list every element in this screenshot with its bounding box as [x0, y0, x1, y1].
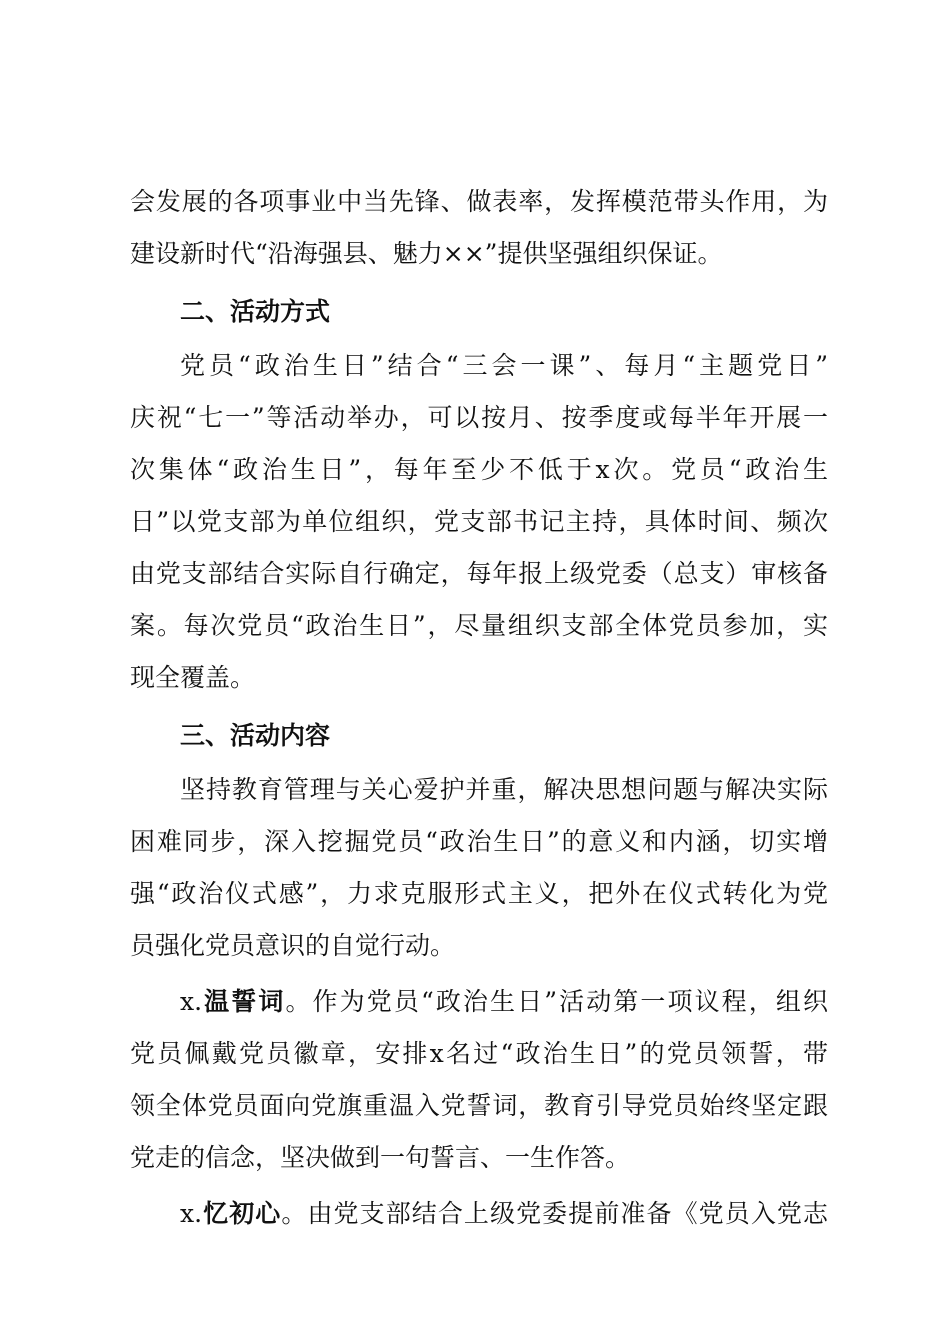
text-line: 次集体“政治生日”，每年至少不低于x次。党员“政治生 — [130, 455, 828, 484]
text-line: 党走的信念，坚决做到一句誓言、一生作答。 — [130, 1143, 631, 1172]
text-line: 坚持教育管理与关心爱护并重，解决思想问题与解决实际 — [180, 775, 828, 804]
intro-paragraph — [130, 176, 828, 280]
text-line: 由党支部结合实际自行确定，每年报上级党委（总支）审核备 — [130, 559, 828, 588]
item-keyword-oath: 温誓词 — [202, 987, 286, 1016]
item-keyword-remember: 忆初心 — [202, 1199, 282, 1228]
item-text: 。由党支部结合上级党委提前准备《党员入党志 — [281, 1199, 828, 1228]
text-line: 领全体党员面向党旗重温入党誓词，教育引导党员始终坚定跟 — [130, 1091, 828, 1120]
item-oath-paragraph — [130, 976, 828, 1184]
text-line: 现全覆盖。 — [130, 663, 256, 692]
item-text: 。作为党员“政治生日”活动第一项议程，组织 — [285, 987, 828, 1016]
text-line: 日”以党支部为单位组织，党支部书记主持，具体时间、频次 — [130, 507, 828, 536]
text-line: 强“政治仪式感”，力求克服形式主义，把外在仪式转化为党 — [130, 879, 828, 908]
section-heading-activity-content: 三、活动内容 — [180, 721, 331, 750]
text-line: 建设新时代“沿海强县、魅力××”提供坚强组织保证。 — [130, 239, 723, 268]
text-line — [130, 976, 828, 1028]
activity-method-paragraph — [130, 340, 828, 704]
text-line: 党员“政治生日”结合“三会一课”、每月“主题党日” — [180, 351, 828, 380]
text-line: 案。每次党员“政治生日”，尽量组织支部全体党员参加，实 — [130, 611, 828, 640]
item-number: x. — [180, 987, 203, 1016]
text-line: 员强化党员意识的自觉行动。 — [130, 931, 456, 960]
text-line: 庆祝“七一”等活动举办，可以按月、按季度或每半年开展一 — [130, 403, 828, 432]
section-heading-activity-method: 二、活动方式 — [180, 297, 331, 326]
text-line: 会发展的各项事业中当先锋、做表率，发挥模范带头作用，为 — [130, 187, 828, 216]
item-number: x. — [180, 1199, 203, 1228]
document-page — [130, 176, 828, 1240]
text-line: 困难同步，深入挖掘党员“政治生日”的意义和内涵，切实增 — [130, 827, 828, 856]
activity-content-paragraph — [130, 764, 828, 972]
text-line — [130, 1188, 828, 1240]
item-remember-paragraph — [130, 1188, 828, 1240]
text-line: 党员佩戴党员徽章，安排x名过“政治生日”的党员领誓，带 — [130, 1039, 828, 1068]
